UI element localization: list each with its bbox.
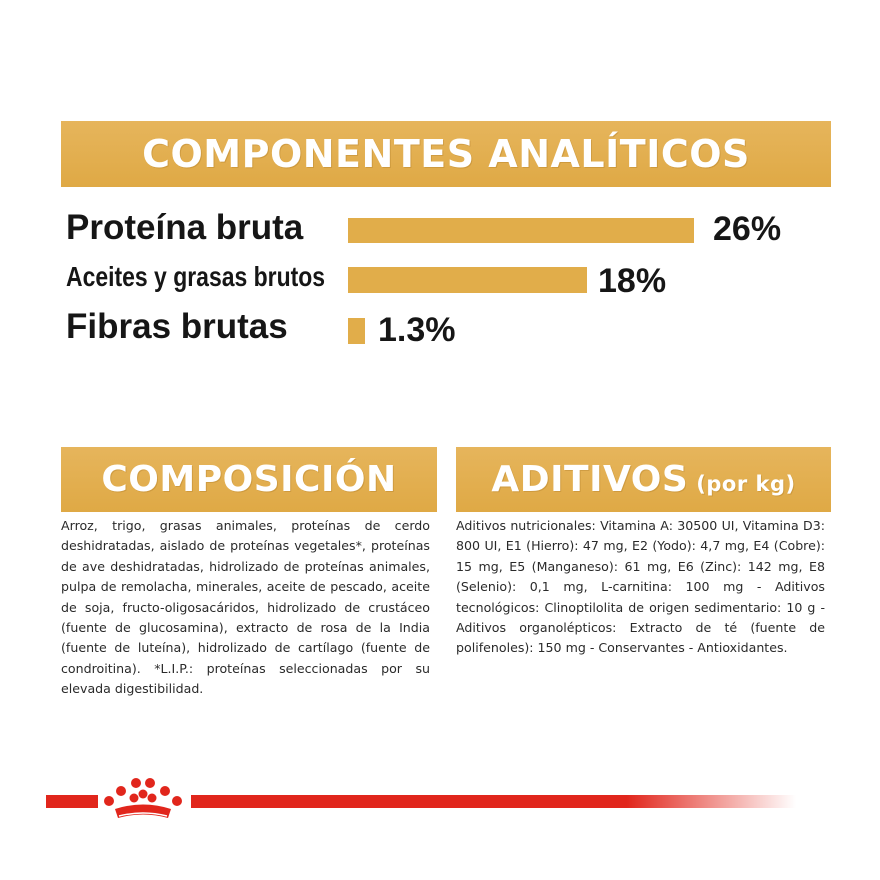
fiber-bar [348, 318, 365, 344]
additives-title-main: ADITIVOS [491, 459, 689, 500]
fiber-label: Fibras brutas [66, 307, 288, 346]
fiber-value: 1.3% [378, 311, 456, 349]
oils-fats-bar [348, 267, 587, 293]
oils-fats-label: Aceites y grasas brutos [66, 261, 326, 292]
royal-canin-crown-icon [101, 776, 187, 824]
oils-fats-value: 18% [598, 262, 667, 300]
composition-text: Arroz, trigo, grasas animales, proteínas de cerdo deshidratadas, aislado de proteínas vegetales*, proteínas de ave deshidratadas, hidrolizado de proteínas animales, pulpa de remolacha, minerales, aceite de pescado, aceite de soja, fructo-oligosacáridos, hidrolizado de crustáceo (fuente de glucosamina), extracto de rosa de la India (fuente de luteína), hidrolizado de cartílago (fuente de condroitina). *L.I.P.: proteínas seleccionadas por su elevada digestibilidad. [61, 518, 430, 697]
composition-title: COMPOSICIÓN [61, 447, 437, 512]
additives-text: Aditivos nutricionales: Vitamina A: 30500 UI, Vitamina D3: 800 UI, E1 (Hierro): 47 mg, E2 (Yodo): 4,7 mg, E4 (Cobre): 15 mg, E5 (Manganeso): 61 mg, E6 (Zinc): 142 mg, E8 (Selenio): 0,1 mg, L-carnitina: 100 mg - Aditivos tecnológicos: Clinoptilolita de origen sedimentario: 10 g - Aditivos organolépticos: Extracto de té (fuente de polifenoles): 150 mg - Conservantes - Antioxidantes. [456, 518, 825, 656]
additives-title-unit: (por kg) [696, 471, 796, 496]
protein-value: 26% [713, 210, 782, 248]
protein-label: Proteína bruta [66, 208, 304, 247]
analytic-components-title: COMPONENTES ANALÍTICOS [61, 121, 831, 187]
protein-bar [348, 218, 694, 243]
additives-title [456, 447, 831, 512]
